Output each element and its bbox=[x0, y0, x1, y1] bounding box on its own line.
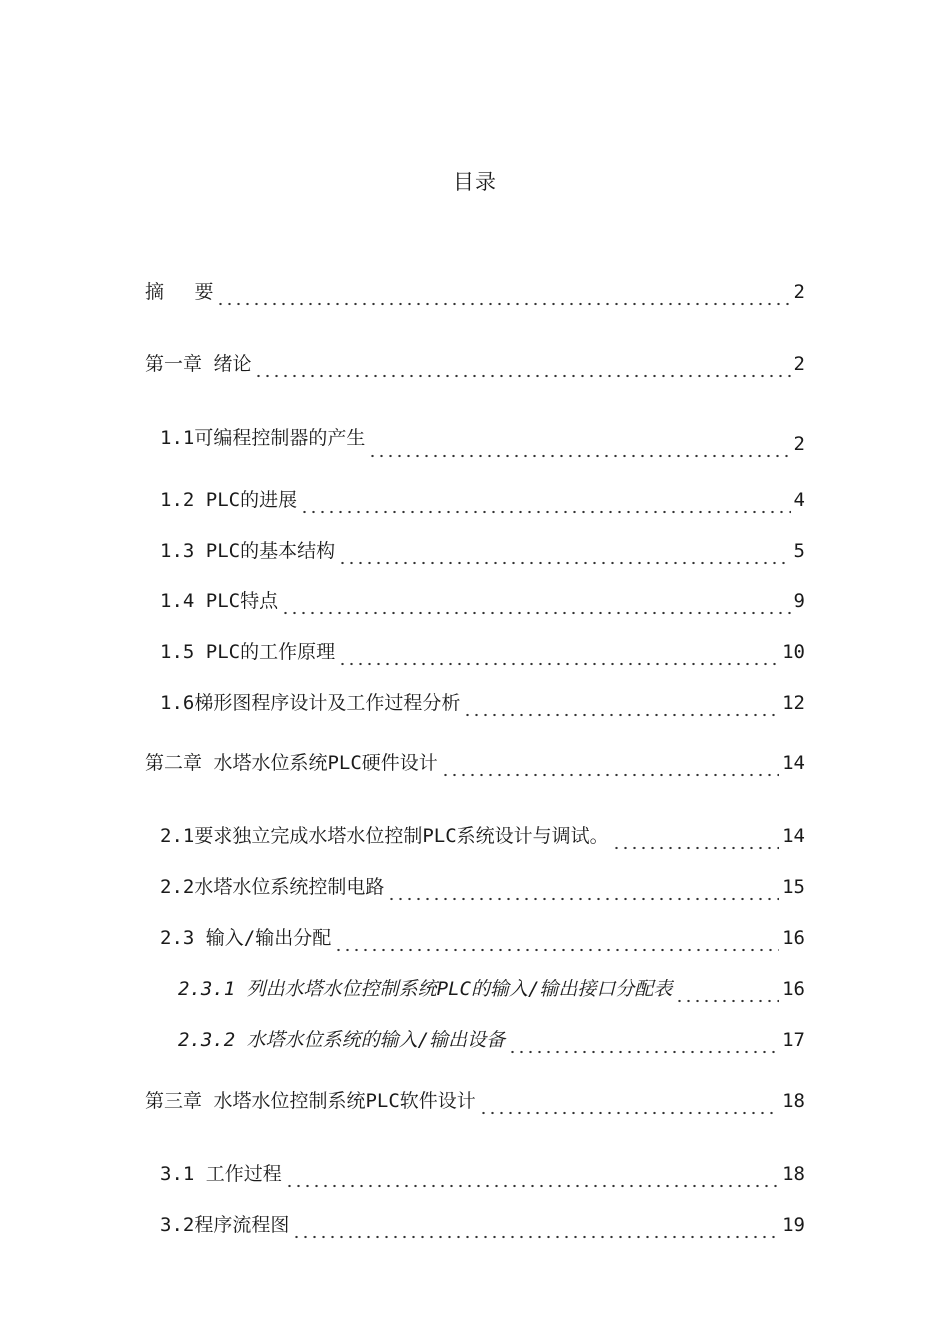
toc-entry-2-1[interactable] bbox=[160, 822, 805, 850]
toc-entry-label: 摘 要 bbox=[145, 281, 214, 303]
toc-dot-leader bbox=[292, 1215, 779, 1239]
toc-entry-label: 2.3.2 水塔水位系统的输入/输出设备 bbox=[178, 1029, 506, 1051]
toc-entry-label: 2.1要求独立完成水塔水位控制PLC系统设计与调试。 bbox=[160, 825, 609, 847]
toc-page-number: 14 bbox=[782, 752, 805, 774]
toc-entry-label: 第一章 绪论 bbox=[145, 353, 252, 375]
toc-dot-leader bbox=[300, 490, 790, 514]
toc-page-number: 15 bbox=[782, 876, 805, 898]
toc-page-number: 9 bbox=[793, 590, 805, 612]
toc-entry-label: 2.3 输入/输出分配 bbox=[160, 927, 332, 949]
toc-entry-1-4[interactable] bbox=[160, 587, 805, 615]
toc-page-number: 4 bbox=[793, 489, 805, 511]
toc-dot-leader bbox=[612, 826, 779, 850]
toc-page-number: 2 bbox=[793, 353, 805, 375]
toc-entry-2-3-1[interactable] bbox=[178, 975, 805, 1003]
toc-page-number: 18 bbox=[782, 1090, 805, 1112]
toc-entry-chapter-3[interactable] bbox=[145, 1087, 805, 1115]
toc-dot-leader bbox=[334, 928, 779, 952]
toc-entry-1-6[interactable] bbox=[160, 689, 805, 717]
toc-entry-1-2[interactable] bbox=[160, 486, 805, 514]
toc-entry-3-1[interactable] bbox=[160, 1160, 805, 1188]
toc-entry-label: 1.3 PLC的基本结构 bbox=[160, 540, 336, 562]
toc-dot-leader bbox=[285, 1164, 779, 1188]
toc-page-number: 5 bbox=[793, 540, 805, 562]
toc-dot-leader bbox=[281, 591, 790, 615]
toc-entry-label: 1.2 PLC的进展 bbox=[160, 489, 298, 511]
toc-page-number: 16 bbox=[782, 978, 805, 1000]
toc-entry-label: 2.2水塔水位系统控制电路 bbox=[160, 876, 385, 898]
toc-dot-leader bbox=[463, 693, 779, 717]
toc-page-number: 16 bbox=[782, 927, 805, 949]
toc-page-number: 18 bbox=[782, 1163, 805, 1185]
toc-entry-label: 3.1 工作过程 bbox=[160, 1163, 282, 1185]
toc-page-number: 12 bbox=[782, 692, 805, 714]
toc-dot-leader bbox=[254, 354, 790, 378]
toc-dot-leader bbox=[338, 541, 790, 565]
toc-entry-label: 1.4 PLC特点 bbox=[160, 590, 279, 612]
toc-entry-chapter-2[interactable] bbox=[145, 749, 805, 777]
toc-entry-label: 1.5 PLC的工作原理 bbox=[160, 641, 336, 663]
toc-entry-label: 1.6梯形图程序设计及工作过程分析 bbox=[160, 692, 461, 714]
toc-page-number: 2 bbox=[793, 433, 805, 455]
toc-entry-chapter-1[interactable] bbox=[145, 350, 805, 378]
toc-entry-label: 2.3.1 列出水塔水位控制系统PLC的输入/输出接口分配表 bbox=[178, 978, 673, 1000]
page-title: 目录 bbox=[453, 170, 497, 194]
toc-page-number: 2 bbox=[793, 281, 805, 303]
toc-page-number: 10 bbox=[782, 641, 805, 663]
toc-dot-leader bbox=[387, 877, 779, 901]
toc-entry-1-3[interactable] bbox=[160, 537, 805, 565]
toc-entry-label: 1.1可编程控制器的产生 bbox=[160, 427, 366, 449]
toc-dot-leader bbox=[441, 753, 779, 777]
toc-entry-label: 3.2程序流程图 bbox=[160, 1214, 290, 1236]
toc-entry-label: 第三章 水塔水位控制系统PLC软件设计 bbox=[145, 1090, 476, 1112]
toc-dot-leader bbox=[368, 434, 790, 458]
toc-entry-label: 第二章 水塔水位系统PLC硬件设计 bbox=[145, 752, 438, 774]
toc-entry-2-3[interactable] bbox=[160, 924, 805, 952]
toc-page-number: 17 bbox=[782, 1029, 805, 1051]
toc-dot-leader bbox=[479, 1091, 779, 1115]
toc-entry-3-2[interactable] bbox=[160, 1211, 805, 1239]
toc-dot-leader bbox=[675, 979, 779, 1003]
toc-dot-leader bbox=[338, 642, 779, 666]
toc-dot-leader bbox=[216, 282, 790, 306]
toc-entry-2-2[interactable] bbox=[160, 873, 805, 901]
toc-entry-1-5[interactable] bbox=[160, 638, 805, 666]
toc-entry-2-3-2[interactable] bbox=[178, 1026, 805, 1054]
toc-page-number: 14 bbox=[782, 825, 805, 847]
toc-page-number: 19 bbox=[782, 1214, 805, 1236]
toc-entry-1-1[interactable] bbox=[160, 427, 805, 458]
toc-dot-leader bbox=[508, 1030, 779, 1054]
toc-entry-abstract[interactable] bbox=[145, 278, 805, 306]
